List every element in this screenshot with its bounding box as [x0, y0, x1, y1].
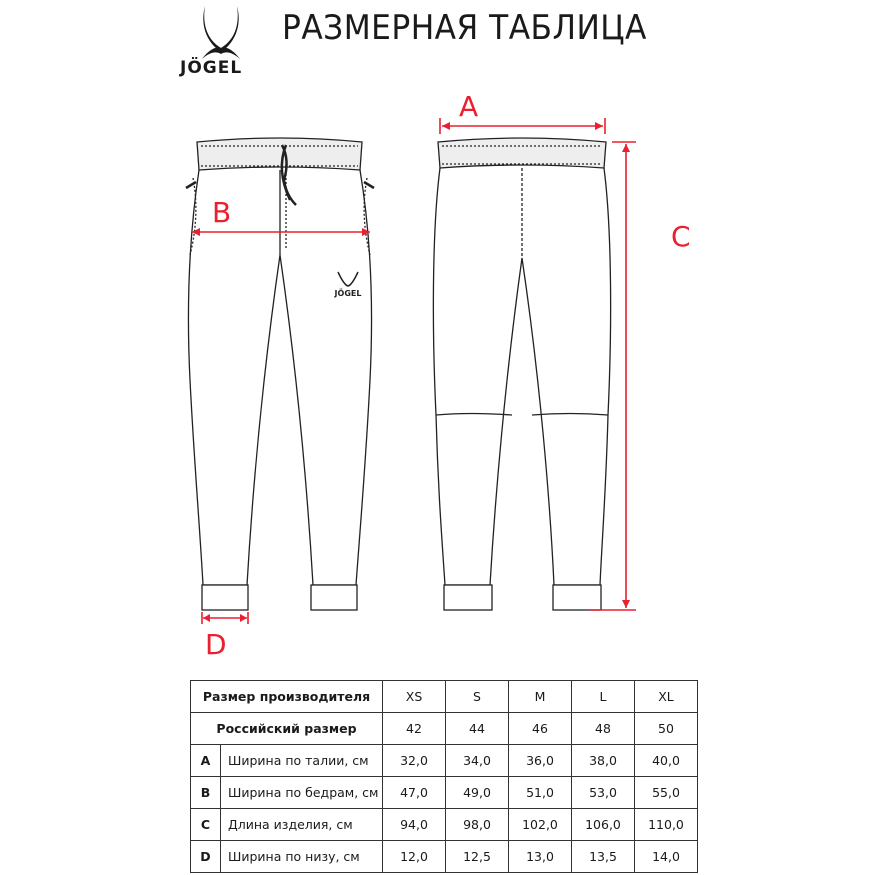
- value-cell: 40,0: [635, 745, 698, 777]
- table-row: [191, 809, 698, 841]
- size-cell: M: [509, 681, 572, 713]
- size-cell: L: [572, 681, 635, 713]
- value-cell: 38,0: [572, 745, 635, 777]
- label-d: D: [205, 628, 227, 661]
- russian-size-cell: 46: [509, 713, 572, 745]
- value-cell: 13,5: [572, 841, 635, 873]
- page-title: РАЗМЕРНАЯ ТАБЛИЦА: [282, 8, 647, 48]
- size-cell: S: [446, 681, 509, 713]
- value-cell: 51,0: [509, 777, 572, 809]
- label-c: C: [671, 220, 691, 253]
- front-pants-outline: [186, 138, 611, 610]
- value-cell: 32,0: [383, 745, 446, 777]
- russian-size-cell: 48: [572, 713, 635, 745]
- label-a: A: [459, 90, 479, 123]
- manufacturer-size-label: Размер производителя: [191, 681, 383, 713]
- row-letter: B: [191, 777, 221, 809]
- value-cell: 12,0: [383, 841, 446, 873]
- label-b: B: [212, 196, 232, 229]
- value-cell: 94,0: [383, 809, 446, 841]
- brand-logo-text: JÖGEL: [180, 58, 243, 78]
- pants-logo-icon: [334, 272, 362, 298]
- table-row: [191, 713, 698, 745]
- russian-size-cell: 50: [635, 713, 698, 745]
- size-cell: XL: [635, 681, 698, 713]
- value-cell: 34,0: [446, 745, 509, 777]
- row-name: Ширина по талии, см: [221, 745, 383, 777]
- value-cell: 110,0: [635, 809, 698, 841]
- value-cell: 49,0: [446, 777, 509, 809]
- russian-size-label: Российский размер: [191, 713, 383, 745]
- value-cell: 55,0: [635, 777, 698, 809]
- value-cell: 12,5: [446, 841, 509, 873]
- russian-size-cell: 44: [446, 713, 509, 745]
- row-letter: C: [191, 809, 221, 841]
- size-cell: XS: [383, 681, 446, 713]
- row-name: Ширина по низу, см: [221, 841, 383, 873]
- value-cell: 36,0: [509, 745, 572, 777]
- value-cell: 106,0: [572, 809, 635, 841]
- table-row: [191, 841, 698, 873]
- svg-text:JÖGEL: JÖGEL: [334, 289, 362, 298]
- table-row: [191, 681, 698, 713]
- value-cell: 13,0: [509, 841, 572, 873]
- value-cell: 53,0: [572, 777, 635, 809]
- value-cell: 14,0: [635, 841, 698, 873]
- row-name: Длина изделия, см: [221, 809, 383, 841]
- value-cell: 102,0: [509, 809, 572, 841]
- russian-size-cell: 42: [383, 713, 446, 745]
- row-letter: A: [191, 745, 221, 777]
- table-row: [191, 745, 698, 777]
- measurement-arrows: [192, 118, 636, 624]
- row-name: Ширина по бедрам, см: [221, 777, 383, 809]
- value-cell: 98,0: [446, 809, 509, 841]
- size-table: [190, 680, 698, 873]
- table-row: [191, 777, 698, 809]
- row-letter: D: [191, 841, 221, 873]
- value-cell: 47,0: [383, 777, 446, 809]
